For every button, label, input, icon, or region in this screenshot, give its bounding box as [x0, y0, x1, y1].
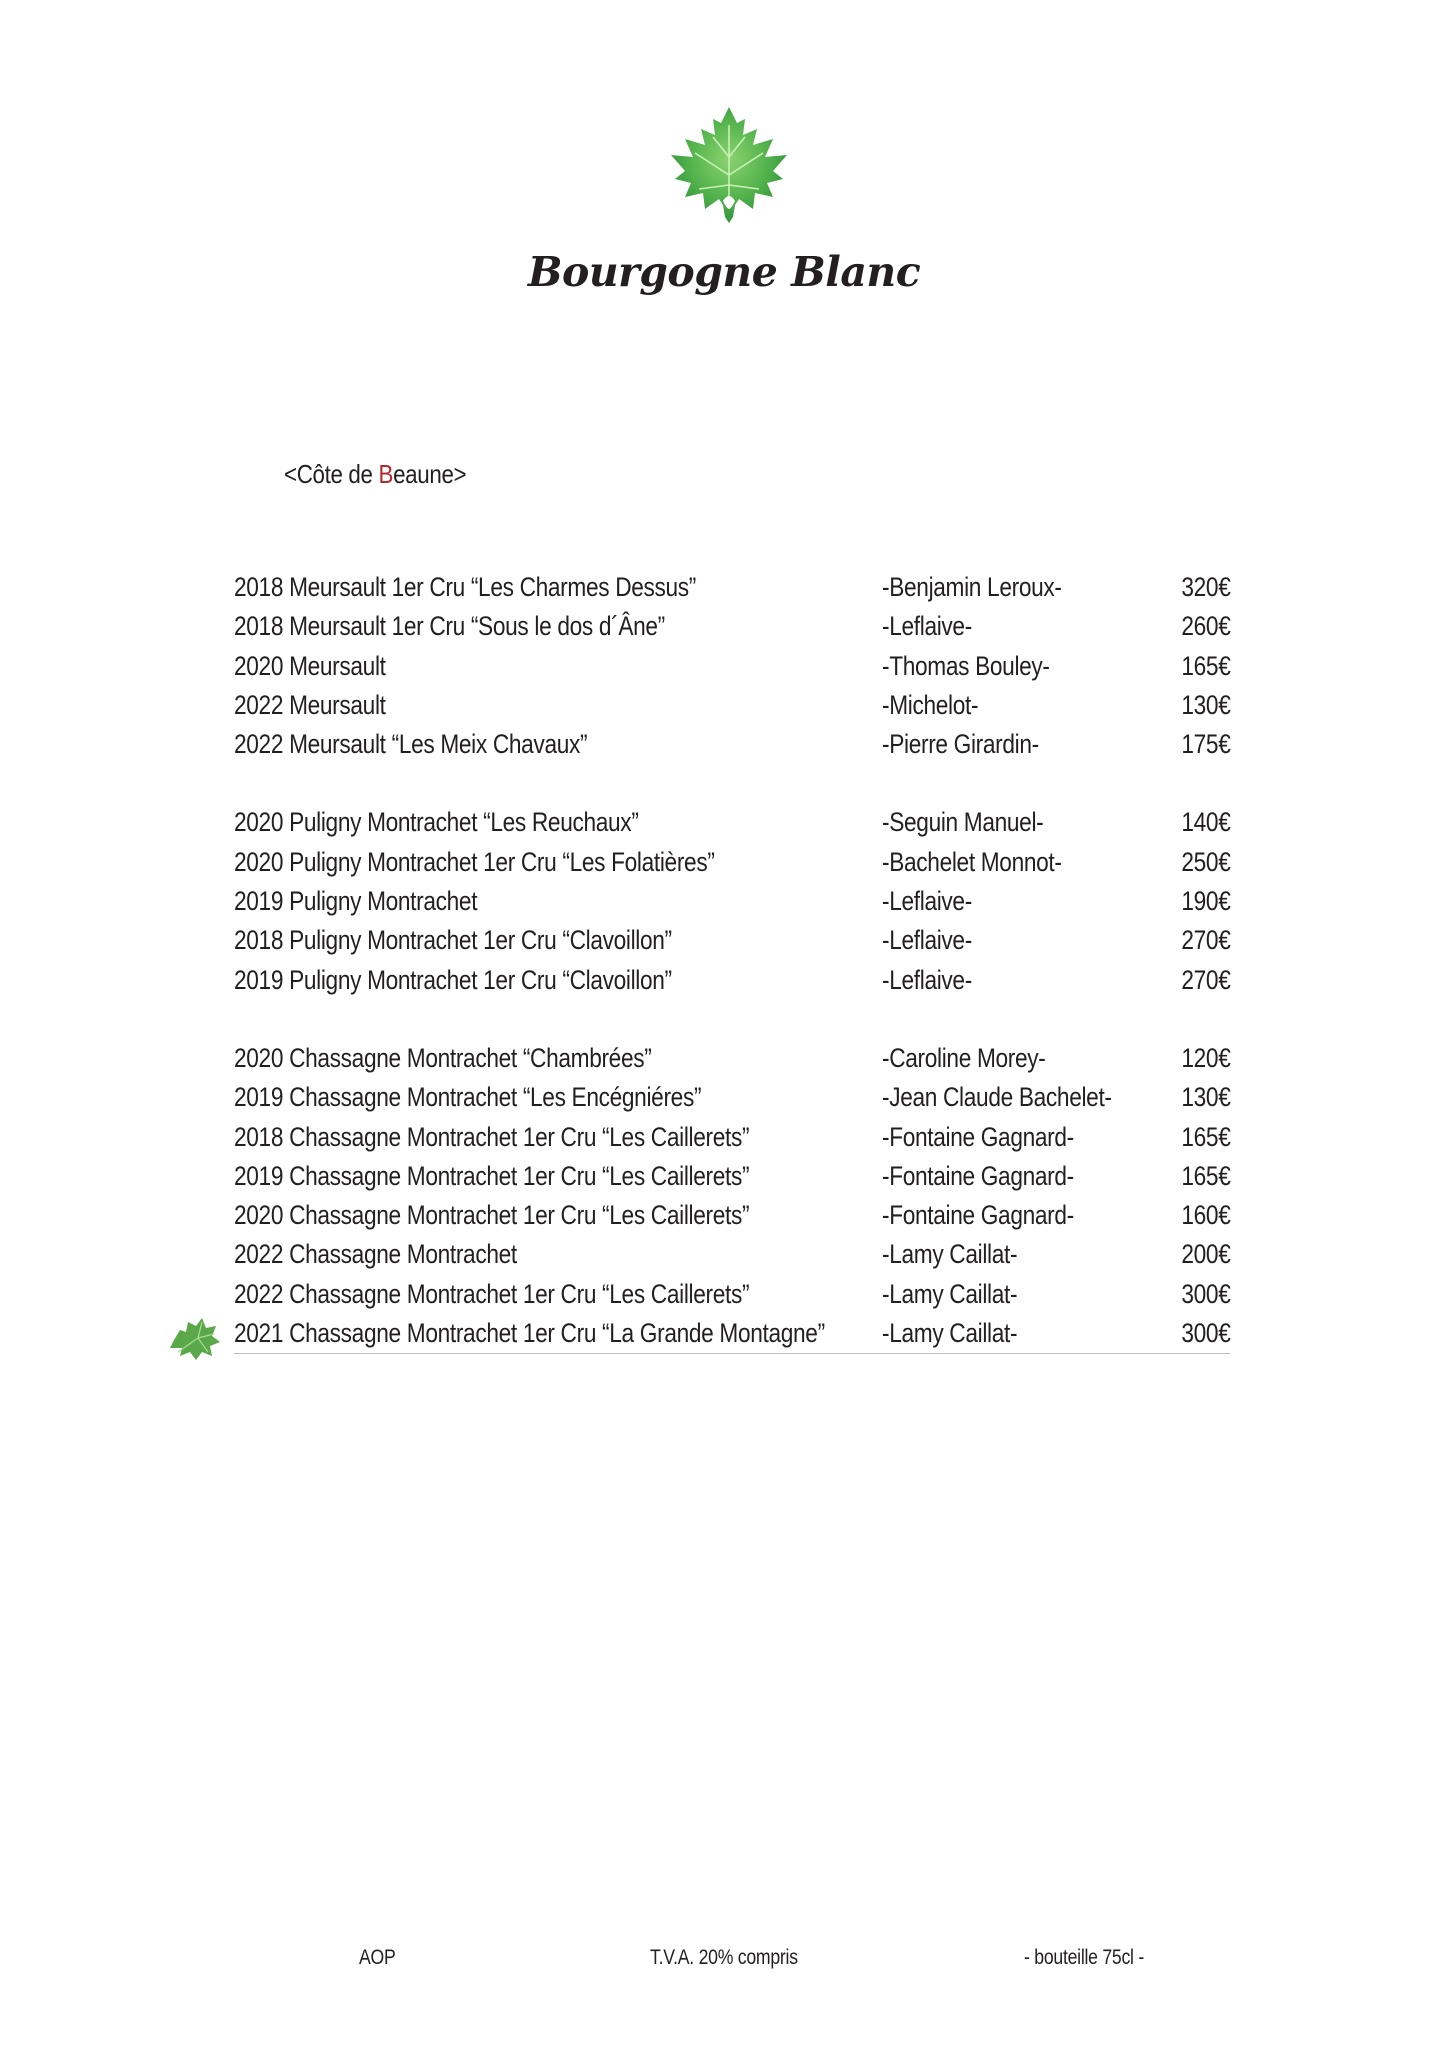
wine-producer: -Leflaive- [882, 611, 972, 642]
wine-price: 300€ [1180, 1278, 1230, 1309]
wine-name: 2018 Meursault 1er Cru “Les Charmes Dessus” [234, 572, 697, 602]
wine-row [234, 686, 1230, 725]
wine-row [234, 882, 1230, 921]
wine-producer: -Michelot- [882, 689, 979, 720]
wine-producer: -Leflaive- [882, 925, 972, 956]
wine-price: 200€ [1180, 1239, 1230, 1270]
wine-price: 190€ [1180, 886, 1230, 917]
wine-row [234, 1314, 1230, 1354]
wine-producer: -Fontaine Gagnard- [882, 1121, 1074, 1152]
section-heading [284, 459, 466, 490]
wine-row [234, 803, 1230, 842]
wine-name: 2018 Puligny Montrachet 1er Cru “Clavoillon” [234, 925, 672, 956]
wine-row [234, 921, 1230, 960]
wine-name: 2020 Chassagne Montrachet 1er Cru “Les Caillerets” [234, 1200, 750, 1231]
wine-producer: -Benjamin Leroux- [882, 572, 1062, 602]
wine-producer: -Lamy Caillat- [882, 1278, 1018, 1309]
wine-row [234, 1078, 1230, 1117]
wine-name: 2019 Chassagne Montrachet “Les Encégniéres” [234, 1082, 702, 1113]
wine-name: 2020 Meursault [234, 650, 386, 681]
wine-producer: -Leflaive- [882, 886, 972, 917]
section-highlight: B [378, 459, 394, 489]
section-suffix: eaune> [393, 459, 467, 489]
wine-row [234, 1039, 1230, 1078]
footer-bottle [1024, 1946, 1167, 1970]
wine-price: 120€ [1180, 1042, 1230, 1073]
wine-name: 2022 Chassagne Montrachet 1er Cru “Les Caillerets” [234, 1278, 750, 1309]
section-prefix: <Côte de [284, 459, 379, 489]
grape-leaf-icon [669, 105, 789, 229]
wine-price: 130€ [1180, 1082, 1230, 1113]
wine-price: 270€ [1180, 925, 1230, 956]
wine-producer: -Jean Claude Bachelet- [882, 1082, 1112, 1113]
wine-price: 140€ [1180, 807, 1230, 838]
wine-name: 2020 Chassagne Montrachet “Chambrées” [234, 1042, 652, 1073]
wine-row [234, 607, 1230, 646]
wine-price: 260€ [1180, 611, 1230, 642]
wine-producer: -Bachelet Monnot- [882, 846, 1062, 877]
wine-price: 270€ [1180, 964, 1230, 995]
wine-list [234, 568, 1230, 1393]
footer-aop [359, 1946, 402, 1970]
wine-name: 2019 Puligny Montrachet [234, 886, 478, 917]
wine-row [234, 961, 1230, 1000]
wine-row [234, 647, 1230, 686]
wine-producer: -Lamy Caillat- [882, 1239, 1018, 1270]
wine-name: 2022 Meursault [234, 689, 386, 720]
footer-tva [650, 1946, 826, 1970]
wine-price: 165€ [1180, 1121, 1230, 1152]
footer-aop-text: AOP [359, 1946, 396, 1969]
wine-row [234, 568, 1230, 607]
wine-row [234, 1196, 1230, 1235]
small-grape-leaf-icon [166, 1312, 222, 1364]
wine-price: 300€ [1180, 1318, 1230, 1349]
wine-producer: -Fontaine Gagnard- [882, 1160, 1074, 1191]
wine-name: 2018 Chassagne Montrachet 1er Cru “Les Caillerets” [234, 1121, 750, 1152]
wine-row [234, 843, 1230, 882]
wine-producer: -Pierre Girardin- [882, 729, 1039, 760]
wine-name: 2019 Chassagne Montrachet 1er Cru “Les Caillerets” [234, 1160, 750, 1191]
wine-price: 320€ [1180, 572, 1230, 602]
wine-name: 2020 Puligny Montrachet 1er Cru “Les Folatières” [234, 846, 715, 877]
wine-group-puligny [234, 803, 1230, 999]
wine-producer: -Fontaine Gagnard- [882, 1200, 1074, 1231]
wine-price: 175€ [1180, 729, 1230, 760]
wine-name: 2018 Meursault 1er Cru “Sous le dos d´Âne” [234, 611, 665, 642]
wine-row [234, 1157, 1230, 1196]
wine-producer: -Seguin Manuel- [882, 807, 1044, 838]
footer-tva-text: T.V.A. 20% compris [650, 1946, 798, 1969]
wine-row [234, 1118, 1230, 1157]
wine-row [234, 725, 1230, 764]
wine-price: 165€ [1180, 1160, 1230, 1191]
wine-group-meursault [234, 568, 1230, 764]
wine-price: 250€ [1180, 846, 1230, 877]
wine-producer: -Thomas Bouley- [882, 650, 1050, 681]
wine-name: 2019 Puligny Montrachet 1er Cru “Clavoillon” [234, 964, 672, 995]
wine-name: 2022 Chassagne Montrachet [234, 1239, 517, 1270]
wine-producer: -Caroline Morey- [882, 1042, 1046, 1073]
wine-row [234, 1235, 1230, 1274]
wine-producer: -Leflaive- [882, 964, 972, 995]
wine-name: 2022 Meursault “Les Meix Chavaux” [234, 729, 588, 760]
wine-producer: -Lamy Caillat- [882, 1318, 1018, 1349]
wine-name: 2020 Puligny Montrachet “Les Reuchaux” [234, 807, 639, 838]
footer-bottle-text: - bouteille 75cl - [1024, 1946, 1144, 1969]
wine-price: 160€ [1180, 1200, 1230, 1231]
page-title: Bourgogne Blanc [527, 248, 921, 296]
wine-group-chassagne [234, 1039, 1230, 1354]
wine-row [234, 1275, 1230, 1314]
wine-name: 2021 Chassagne Montrachet 1er Cru “La Grande Montagne” [234, 1318, 825, 1349]
wine-price: 165€ [1180, 650, 1230, 681]
wine-price: 130€ [1180, 689, 1230, 720]
